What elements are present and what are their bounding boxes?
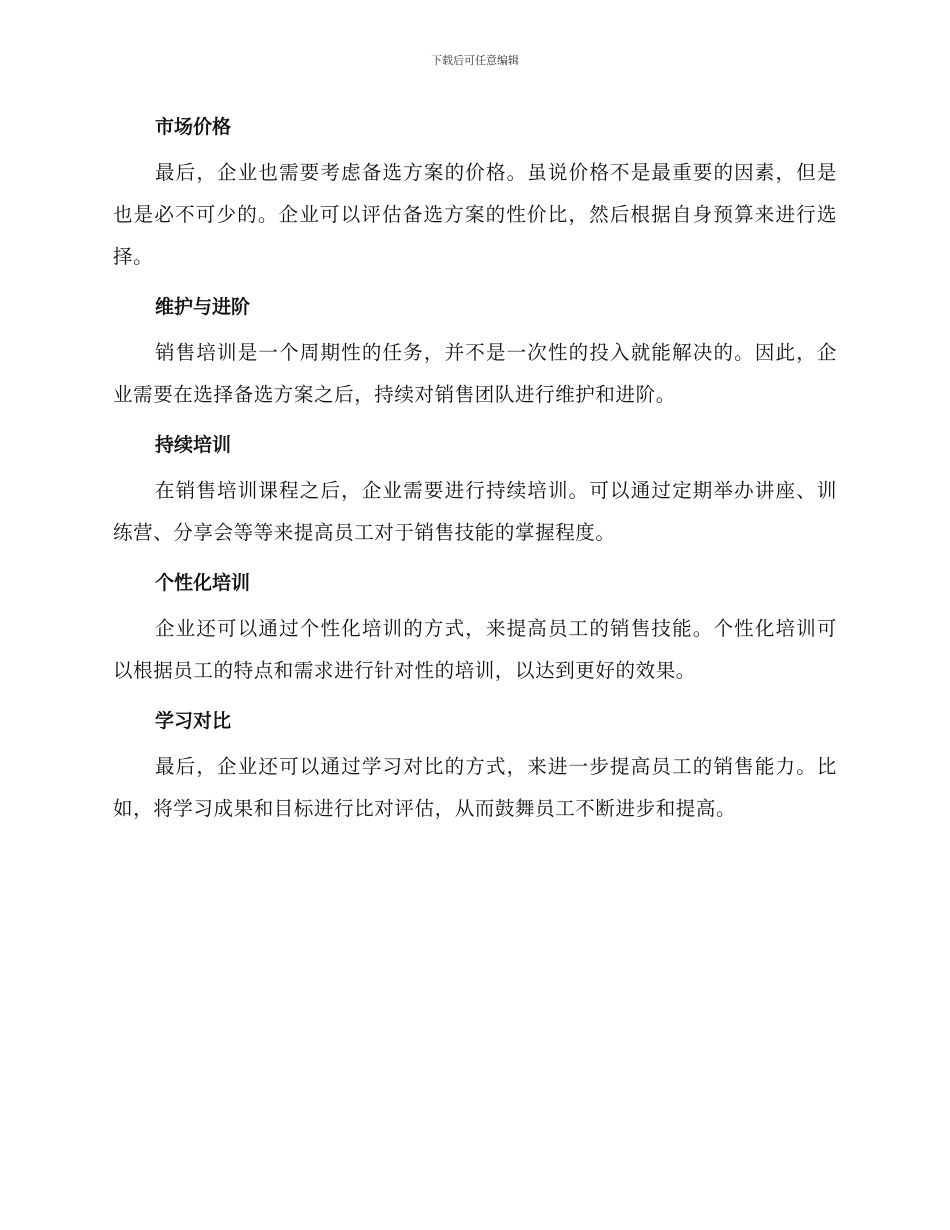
page-header: 下载后可任意编辑	[431, 54, 519, 67]
section-heading: 学习对比	[155, 710, 232, 732]
section-paragraph: 最后，企业也需要考虑备选方案的价格。虽说价格不是最重要的因素，但是也是必不可少的。企业可以评估备选方案的性价比，然后根据自身预算来进行选择。	[113, 161, 837, 268]
section-paragraph: 企业还可以通过个性化培训的方式，来提高员工的销售技能。个性化培训可以根据员工的特点和需求进行针对性的培训，以达到更好的效果。	[113, 617, 837, 682]
section-heading: 维护与进阶	[155, 296, 251, 318]
section-market-price	[113, 108, 837, 278]
section-paragraph: 在销售培训课程之后，企业需要进行持续培训。可以通过定期举办讲座、训练营、分享会等等来提高员工对于销售技能的掌握程度。	[113, 479, 837, 544]
section-learning-comparison	[113, 702, 837, 830]
section-heading: 持续培训	[155, 434, 232, 456]
section-paragraph: 销售培训是一个周期性的任务，并不是一次性的投入就能解决的。因此，企业需要在选择备选方案之后，持续对销售团队进行维护和进阶。	[113, 341, 837, 406]
section-paragraph: 最后，企业还可以通过学习对比的方式，来进一步提高员工的销售能力。比如，将学习成果和目标进行比对评估，从而鼓舞员工不断进步和提高。	[113, 755, 837, 820]
section-heading: 市场价格	[155, 116, 232, 138]
section-maintenance	[113, 288, 837, 416]
section-heading: 个性化培训	[155, 572, 251, 594]
section-personalized-training	[113, 564, 837, 692]
document-body	[113, 108, 837, 840]
section-continuous-training	[113, 426, 837, 554]
